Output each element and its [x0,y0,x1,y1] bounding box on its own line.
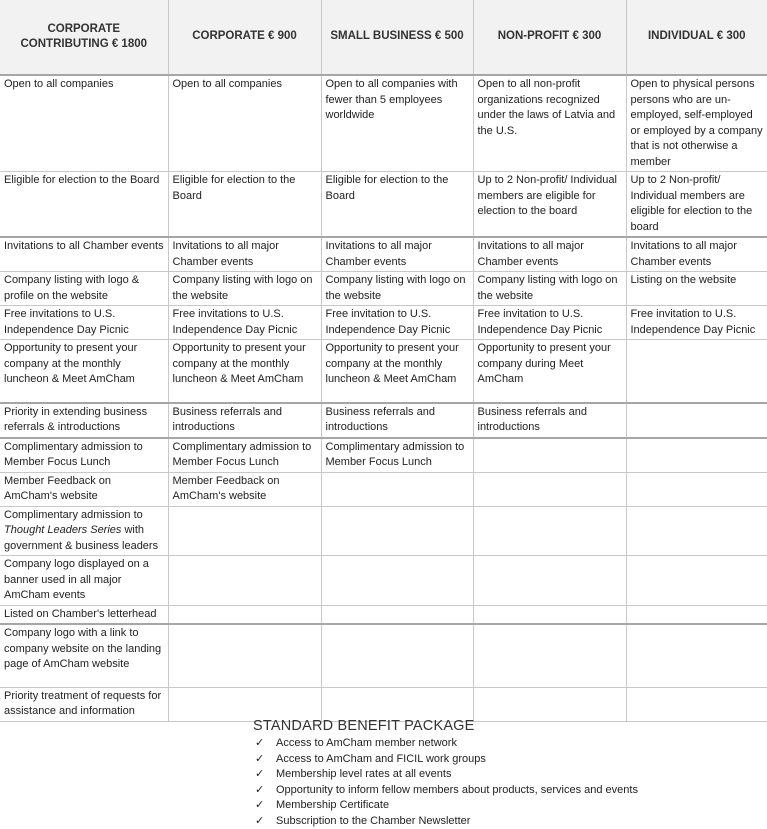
cell-text-part: with government & business leaders [4,524,158,552]
benefit-label: Access to AmCham and FICIL work groups [276,753,486,765]
cell-small-business: Open to all companies with fewer than 5 employees worldwide [321,75,473,172]
cell-individual: Free invitation to U.S. Independence Day Picnic [626,306,767,340]
checkmark-icon: ✓ [255,736,264,752]
cell-corporate: Open to all companies [168,75,321,172]
table-row [0,438,767,473]
cell-non-profit [473,472,626,506]
header-row [0,0,767,75]
cell-corporate [168,605,321,624]
table-row [0,340,767,403]
table-row [0,75,767,172]
cell-small-business: Free invitation to U.S. Independence Day Picnic [321,306,473,340]
cell-non-profit: Business referrals and introductions [473,403,626,438]
cell-corporate: Invitations to all major Chamber events [168,237,321,272]
cell-non-profit [473,506,626,556]
cell-small-business: Invitations to all major Chamber events [321,237,473,272]
table-row [0,272,767,306]
table-row [0,605,767,624]
cell-individual [626,472,767,506]
table-row [0,556,767,606]
cell-individual [626,506,767,556]
cell-individual [626,624,767,687]
cell-non-profit [473,438,626,473]
cell-corporate [168,556,321,606]
cell-non-profit [473,624,626,687]
cell-corporate: Free invitations to U.S. Independence Day Picnic [168,306,321,340]
cell-small-business: Complimentary admission to Member Focus Lunch [321,438,473,473]
benefit-item [253,783,638,799]
checkmark-icon: ✓ [255,783,264,799]
cell-non-profit [473,687,626,721]
table-row [0,506,767,556]
cell-small-business: Company listing with logo on the website [321,272,473,306]
cell-corporate-contributing: Free invitations to U.S. Independence Day Picnic [0,306,168,340]
cell-small-business [321,605,473,624]
benefit-label: Subscription to the Chamber Newsletter [276,815,470,827]
cell-small-business: Business referrals and introductions [321,403,473,438]
cell-small-business [321,506,473,556]
cell-small-business [321,472,473,506]
checkmark-icon: ✓ [255,798,264,814]
cell-corporate-contributing: Listed on Chamber's letterhead [0,605,168,624]
cell-corporate: Complimentary admission to Member Focus Lunch [168,438,321,473]
series-name: Thought Leaders Series [4,524,121,536]
cell-individual: Open to physical persons persons who are un-employed, self-employed or employed by a company that is not otherwise a member [626,75,767,172]
header-non-profit: NON-PROFIT € 300 [473,0,626,75]
benefit-item [253,798,638,814]
standard-benefit-package [253,718,638,829]
table-row [0,403,767,438]
cell-non-profit: Invitations to all major Chamber events [473,237,626,272]
table-row [0,687,767,721]
cell-corporate: Opportunity to present your company at the monthly luncheon & Meet AmCham [168,340,321,403]
benefit-item [253,752,638,768]
cell-corporate: Business referrals and introductions [168,403,321,438]
cell-corporate-contributing: Open to all companies [0,75,168,172]
header-corporate-contributing: CORPORATE CONTRIBUTING € 1800 [0,0,168,75]
cell-corporate: Member Feedback on AmCham's website [168,472,321,506]
table-row [0,472,767,506]
header-individual: INDIVIDUAL € 300 [626,0,767,75]
cell-corporate-contributing: Company logo with a link to company website on the landing page of AmCham website [0,624,168,687]
cell-small-business [321,687,473,721]
cell-corporate-contributing: Invitations to all Chamber events [0,237,168,272]
cell-corporate-contributing: Company listing with logo & profile on the website [0,272,168,306]
cell-individual [626,687,767,721]
cell-corporate [168,506,321,556]
cell-corporate-contributing: Complimentary admission to Member Focus Lunch [0,438,168,473]
cell-non-profit: Company listing with logo on the website [473,272,626,306]
cell-individual [626,556,767,606]
cell-corporate [168,624,321,687]
cell-corporate-contributing: Member Feedback on AmCham's website [0,472,168,506]
table-row [0,624,767,687]
header-small-business: SMALL BUSINESS € 500 [321,0,473,75]
cell-corporate-contributing: Priority treatment of requests for assistance and information [0,687,168,721]
benefit-label: Opportunity to inform fellow members about products, services and events [276,784,638,796]
standard-benefit-title: STANDARD BENEFIT PACKAGE [253,718,638,734]
benefit-label: Access to AmCham member network [276,737,457,749]
header-corporate: CORPORATE € 900 [168,0,321,75]
cell-non-profit [473,605,626,624]
cell-non-profit [473,556,626,606]
cell-non-profit: Open to all non-profit organizations recognized under the laws of Latvia and the U.S. [473,75,626,172]
cell-small-business [321,556,473,606]
cell-corporate: Eligible for election to the Board [168,172,321,238]
benefit-item [253,814,638,829]
checkmark-icon: ✓ [255,767,264,783]
cell-corporate-contributing [0,506,168,556]
cell-individual: Listing on the website [626,272,767,306]
cell-individual: Invitations to all major Chamber events [626,237,767,272]
cell-individual [626,340,767,403]
checkmark-icon: ✓ [255,752,264,768]
cell-individual [626,403,767,438]
benefit-item [253,767,638,783]
cell-small-business: Eligible for election to the Board [321,172,473,238]
cell-corporate-contributing: Eligible for election to the Board [0,172,168,238]
cell-corporate-contributing: Opportunity to present your company at the monthly luncheon & Meet AmCham [0,340,168,403]
cell-corporate-contributing: Priority in extending business referrals & introductions [0,403,168,438]
table-row [0,306,767,340]
cell-corporate: Company listing with logo on the website [168,272,321,306]
cell-individual [626,605,767,624]
cell-corporate-contributing: Company logo displayed on a banner used in all major AmCham events [0,556,168,606]
table-row [0,237,767,272]
cell-small-business: Opportunity to present your company at the monthly luncheon & Meet AmCham [321,340,473,403]
benefit-label: Membership level rates at all events [276,768,451,780]
cell-text-part: Complimentary admission to [4,509,143,521]
benefit-label: Membership Certificate [276,799,389,811]
cell-corporate [168,687,321,721]
cell-individual [626,438,767,473]
cell-non-profit: Opportunity to present your company during Meet AmCham [473,340,626,403]
cell-small-business [321,624,473,687]
standard-benefit-list [253,736,638,829]
cell-individual: Up to 2 Non-profit/ Individual members are eligible for election to the board [626,172,767,238]
cell-non-profit: Free invitation to U.S. Independence Day Picnic [473,306,626,340]
cell-non-profit: Up to 2 Non-profit/ Individual members are eligible for election to the board [473,172,626,238]
table-row [0,172,767,238]
checkmark-icon: ✓ [255,814,264,829]
benefit-item [253,736,638,752]
